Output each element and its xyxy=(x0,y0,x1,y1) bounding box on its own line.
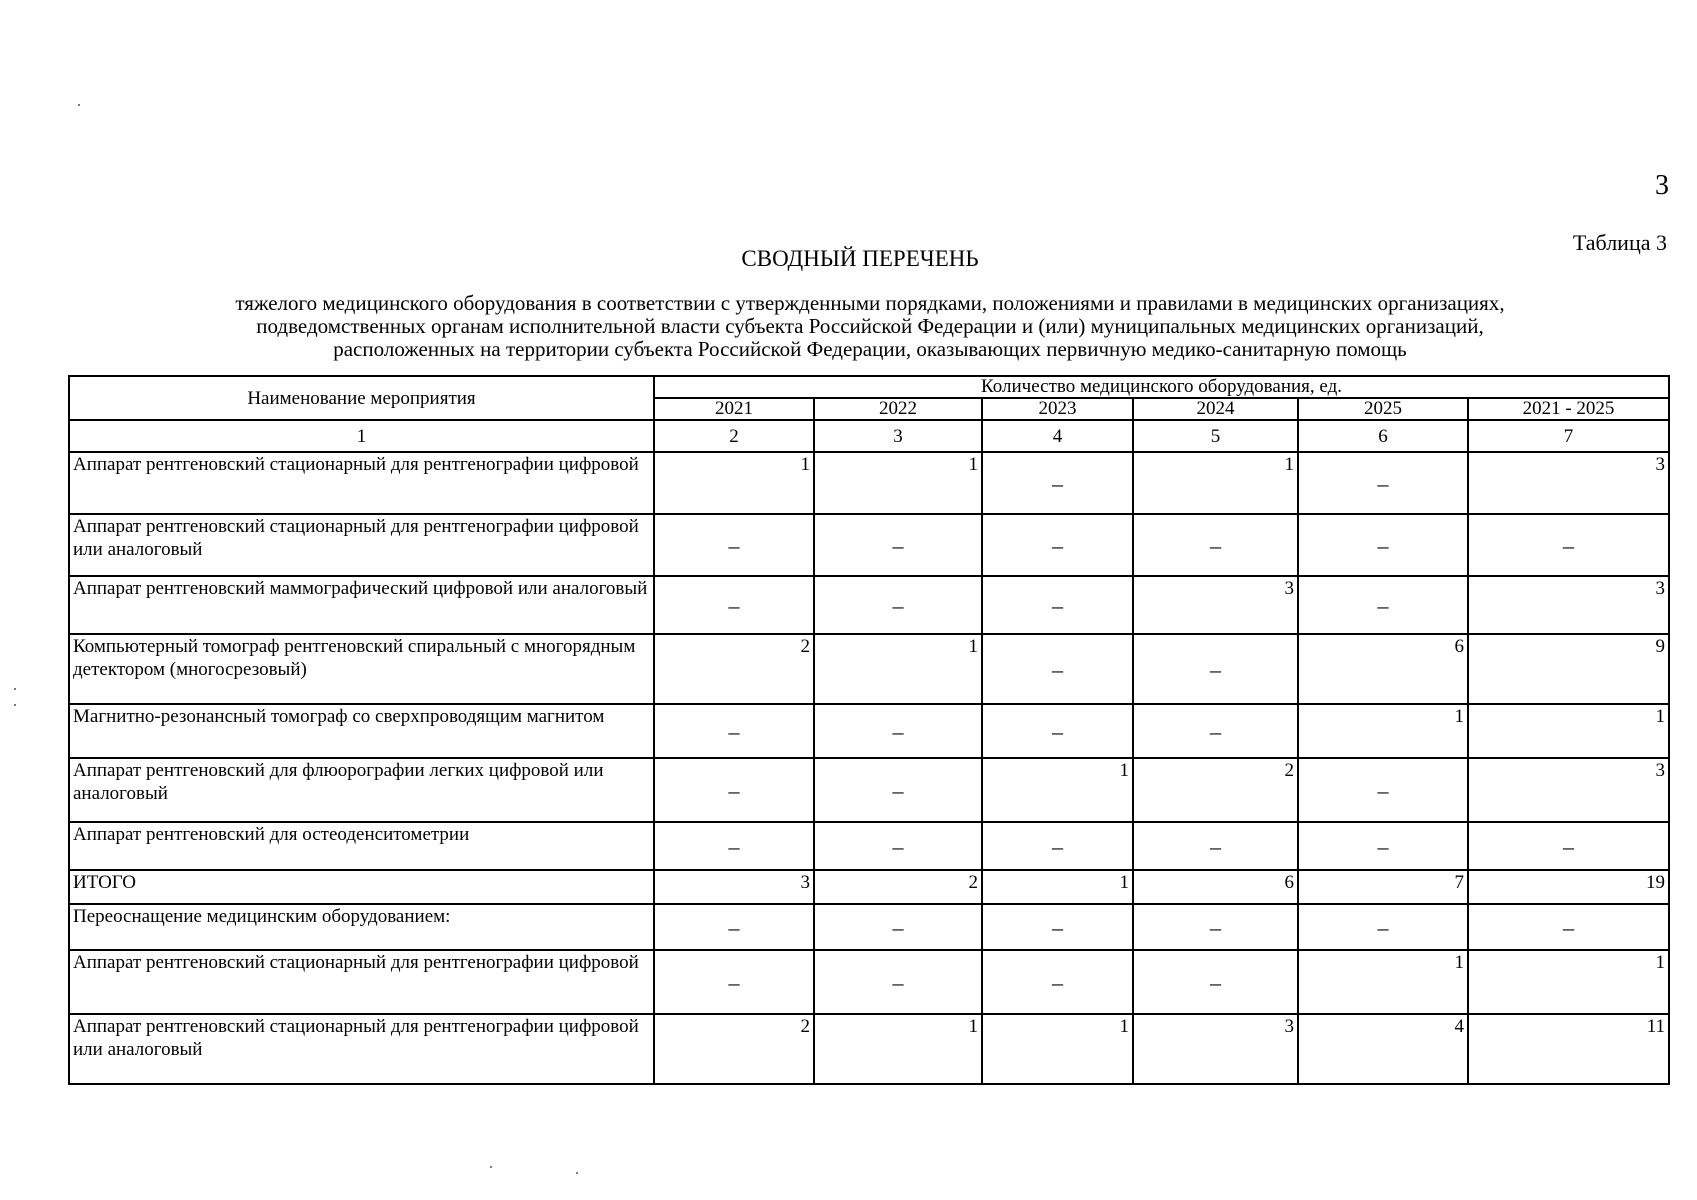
empty-value-cell: – xyxy=(982,822,1133,870)
value-cell: 19 xyxy=(1468,870,1669,904)
empty-value-cell: – xyxy=(1133,634,1298,704)
value-cell: 3 xyxy=(1133,1014,1298,1084)
empty-value-cell: – xyxy=(654,704,814,758)
empty-value-cell: – xyxy=(1298,452,1468,514)
empty-value-cell: – xyxy=(1133,704,1298,758)
row-name: Аппарат рентгеновский стационарный для рентгенографии цифровой или аналоговый xyxy=(69,1014,654,1084)
value-cell: 6 xyxy=(1133,870,1298,904)
empty-value-cell: – xyxy=(654,758,814,822)
scan-speck xyxy=(14,704,16,706)
table-row xyxy=(69,576,1669,634)
table-row xyxy=(69,1014,1669,1084)
table-row xyxy=(69,758,1669,822)
value-cell: 1 xyxy=(982,758,1133,822)
value-cell: 2 xyxy=(654,634,814,704)
header-year: 2021 xyxy=(654,398,814,420)
empty-value-cell: – xyxy=(1298,822,1468,870)
value-cell: 1 xyxy=(814,634,982,704)
value-cell: 3 xyxy=(1468,576,1669,634)
value-cell: 1 xyxy=(1298,704,1468,758)
document-subtitle xyxy=(70,292,1670,361)
empty-value-cell: – xyxy=(1133,904,1298,950)
subtitle-line: расположенных на территории субъекта Российской Федерации, оказывающих первичную медико-санитарную помощь xyxy=(333,337,1407,361)
column-number: 6 xyxy=(1298,420,1468,452)
empty-value-cell: – xyxy=(1468,822,1669,870)
subtitle-line: тяжелого медицинского оборудования в соответствии с утвержденными порядками, положениями и правилами в медицинских организациях, xyxy=(235,291,1505,315)
column-number: 4 xyxy=(982,420,1133,452)
empty-value-cell: – xyxy=(982,514,1133,576)
scan-speck xyxy=(78,104,80,106)
header-year: 2022 xyxy=(814,398,982,420)
empty-value-cell: – xyxy=(982,576,1133,634)
empty-value-cell: – xyxy=(654,576,814,634)
empty-value-cell: – xyxy=(814,704,982,758)
empty-value-cell: – xyxy=(814,950,982,1014)
value-cell: 1 xyxy=(982,870,1133,904)
header-name: Наименование мероприятия xyxy=(69,376,654,420)
value-cell: 1 xyxy=(1133,452,1298,514)
value-cell: 3 xyxy=(654,870,814,904)
header-total-period: 2021 - 2025 xyxy=(1468,398,1669,420)
table-body xyxy=(69,452,1669,1084)
value-cell: 1 xyxy=(982,1014,1133,1084)
row-name: Аппарат рентгеновский для флюорографии легких цифровой или аналоговый xyxy=(69,758,654,822)
value-cell: 6 xyxy=(1298,634,1468,704)
value-cell: 2 xyxy=(654,1014,814,1084)
value-cell: 9 xyxy=(1468,634,1669,704)
table-row xyxy=(69,950,1669,1014)
row-name: Переоснащение медицинским оборудованием: xyxy=(69,904,654,950)
equipment-table xyxy=(68,375,1670,1085)
value-cell: 2 xyxy=(814,870,982,904)
total-row xyxy=(69,870,1669,904)
document-title: СВОДНЫЙ ПЕРЕЧЕНЬ xyxy=(741,246,979,271)
row-name: ИТОГО xyxy=(69,870,654,904)
empty-value-cell: – xyxy=(1298,576,1468,634)
value-cell: 3 xyxy=(1133,576,1298,634)
scan-speck xyxy=(14,688,16,690)
header-quantity: Количество медицинского оборудования, ед. xyxy=(654,376,1669,398)
value-cell: 11 xyxy=(1468,1014,1669,1084)
value-cell: 2 xyxy=(1133,758,1298,822)
empty-value-cell: – xyxy=(982,452,1133,514)
value-cell: 1 xyxy=(654,452,814,514)
empty-value-cell: – xyxy=(982,904,1133,950)
empty-value-cell: – xyxy=(982,634,1133,704)
row-name: Аппарат рентгеновский маммографический цифровой или аналоговый xyxy=(69,576,654,634)
empty-value-cell: – xyxy=(1133,822,1298,870)
column-number: 7 xyxy=(1468,420,1669,452)
empty-value-cell: – xyxy=(1298,758,1468,822)
empty-value-cell: – xyxy=(654,514,814,576)
empty-value-cell: – xyxy=(654,904,814,950)
table-row xyxy=(69,822,1669,870)
value-cell: 1 xyxy=(1298,950,1468,1014)
header-year: 2025 xyxy=(1298,398,1468,420)
empty-value-cell: – xyxy=(1298,514,1468,576)
value-cell: 1 xyxy=(1468,704,1669,758)
empty-value-cell: – xyxy=(814,758,982,822)
row-name: Компьютерный томограф рентгеновский спиральный с многорядным детектором (многосрезовый) xyxy=(69,634,654,704)
column-number: 3 xyxy=(814,420,982,452)
column-number: 5 xyxy=(1133,420,1298,452)
table-row xyxy=(69,514,1669,576)
table-label: Таблица 3 xyxy=(1572,230,1667,255)
scan-speck xyxy=(490,1166,492,1168)
value-cell: 4 xyxy=(1298,1014,1468,1084)
value-cell: 3 xyxy=(1468,758,1669,822)
empty-value-cell: – xyxy=(654,822,814,870)
empty-value-cell: – xyxy=(1298,904,1468,950)
empty-value-cell: – xyxy=(654,950,814,1014)
column-number: 2 xyxy=(654,420,814,452)
row-name: Аппарат рентгеновский стационарный для рентгенографии цифровой xyxy=(69,452,654,514)
row-name: Аппарат рентгеновский стационарный для рентгенографии цифровой xyxy=(69,950,654,1014)
value-cell: 1 xyxy=(814,452,982,514)
empty-value-cell: – xyxy=(814,822,982,870)
table-row xyxy=(69,634,1669,704)
scan-speck xyxy=(576,1172,578,1174)
value-cell: 3 xyxy=(1468,452,1669,514)
header-year: 2023 xyxy=(982,398,1133,420)
row-name: Магнитно-резонансный томограф со сверхпроводящим магнитом xyxy=(69,704,654,758)
column-number-row xyxy=(69,420,1669,452)
empty-value-cell: – xyxy=(814,576,982,634)
table-row xyxy=(69,704,1669,758)
row-name: Аппарат рентгеновский для остеоденситометрии xyxy=(69,822,654,870)
empty-value-cell: – xyxy=(1133,950,1298,1014)
value-cell: 1 xyxy=(1468,950,1669,1014)
value-cell: 7 xyxy=(1298,870,1468,904)
column-number: 1 xyxy=(69,420,654,452)
subtitle-line: подведомственных органам исполнительной власти субъекта Российской Федерации и (или) муниципальных медицинских организаций, xyxy=(256,314,1484,338)
value-cell: 1 xyxy=(814,1014,982,1084)
header-year: 2024 xyxy=(1133,398,1298,420)
empty-value-cell: – xyxy=(1133,514,1298,576)
page-number: 3 xyxy=(1655,170,1669,201)
header-row xyxy=(69,376,1669,398)
empty-value-cell: – xyxy=(982,950,1133,1014)
empty-value-cell: – xyxy=(1468,904,1669,950)
empty-value-cell: – xyxy=(814,514,982,576)
table-row xyxy=(69,904,1669,950)
table-row xyxy=(69,452,1669,514)
empty-value-cell: – xyxy=(982,704,1133,758)
empty-value-cell: – xyxy=(1468,514,1669,576)
row-name: Аппарат рентгеновский стационарный для рентгенографии цифровой или аналоговый xyxy=(69,514,654,576)
empty-value-cell: – xyxy=(814,904,982,950)
